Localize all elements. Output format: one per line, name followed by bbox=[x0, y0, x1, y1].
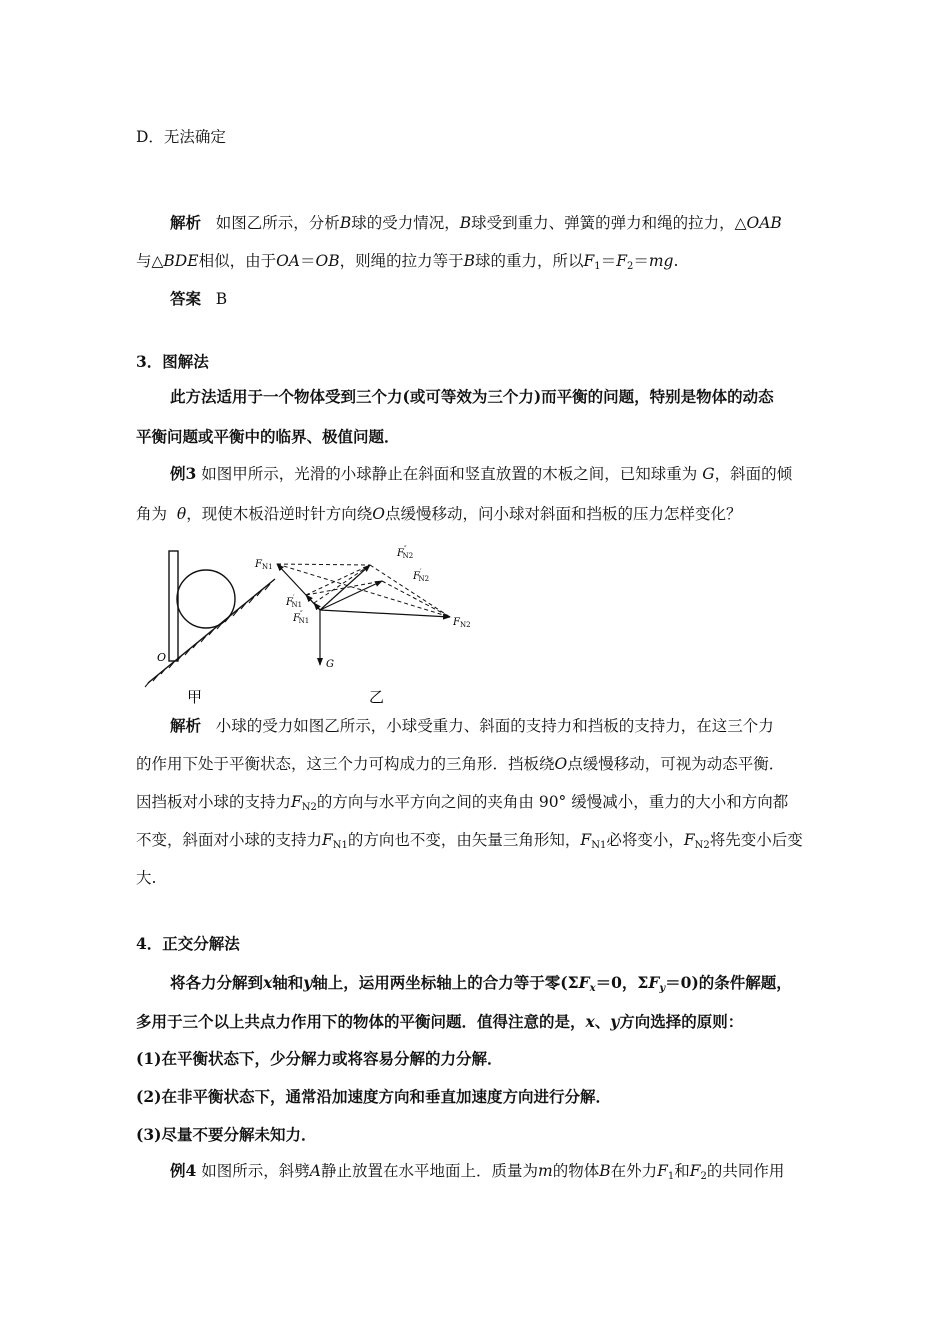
section-3-title: 3．图解法 bbox=[136, 352, 209, 371]
incline-surface bbox=[148, 579, 275, 683]
label-jia: 甲 bbox=[187, 688, 203, 706]
label-g: G bbox=[326, 659, 334, 670]
figure-yi bbox=[254, 545, 471, 706]
label-fn1-dprime: F″ N1 bbox=[293, 610, 310, 625]
analysis-2-line-1: 解析 小球的受力如图乙所示，小球受重力、斜面的支持力和挡板的支持力，在这三个力 bbox=[170, 716, 774, 735]
analysis-2-line-3: 因挡板对小球的支持力$F_{N2}$的方向与水平方向之间的夹角由 90° 缓慢减小，重力的大小和方向都 bbox=[136, 793, 789, 813]
section-4-item-3: (3)尽量不要分解未知力． bbox=[136, 1125, 317, 1144]
example-3-label: 例 bbox=[170, 464, 186, 483]
label-fn2: $F_{N2}$ bbox=[453, 617, 471, 629]
example-3-figure bbox=[140, 545, 480, 710]
fn1-dprime-arrow bbox=[314, 603, 320, 610]
section-3-para-line-2: 平衡问题或平衡中的临界、极值问题． bbox=[136, 427, 400, 446]
figure-jia bbox=[145, 551, 275, 706]
dashed-construction-lines bbox=[277, 564, 450, 617]
label-fn2-prime: F′ N2 bbox=[413, 568, 430, 583]
section-4-item-1: (1)在平衡状态下，少分解力或将容易分解的力分解． bbox=[136, 1049, 503, 1068]
section-4-item-2: (2)在非平衡状态下，通常沿加速度方向和垂直加速度方向进行分解． bbox=[136, 1087, 611, 1106]
pivot-o-label: O bbox=[157, 651, 167, 664]
example-4-label: 例 bbox=[170, 1161, 186, 1180]
analysis-2-line-4: 不变，斜面对小球的支持力$F_{N1}$的方向也不变，由矢量三角形知，$F_{N1}$必将变小，$F_{N2}$将先变小后变 bbox=[136, 831, 803, 851]
section-3-para-line-1: 此方法适用于一个物体受到三个力(或可等效为三个力)而平衡的问题，特别是物体的动态 bbox=[170, 387, 774, 406]
analysis-1-line-2: 与△BDE相似，由于OA＝OB，则绳的拉力等于B球的重力，所以$F_1=F_2=mg$. bbox=[136, 252, 679, 272]
analysis-2-line-5: 大. bbox=[136, 869, 157, 887]
ball bbox=[177, 570, 235, 628]
analysis-2-label: 解析 bbox=[170, 716, 202, 735]
analysis-2-line-2: 的作用下处于平衡状态，这三个力可构成力的三角形．挡板绕O点缓慢移动，可视为动态平衡． bbox=[136, 755, 785, 773]
answer-value: B bbox=[215, 290, 228, 308]
example-4-line-1: 例4 如图所示，斜劈A静止放置在水平地面上．质量为m的物体B在外力$F_1$和$F_2$的共同作用 bbox=[170, 1161, 785, 1182]
answer-label: 答案 bbox=[170, 289, 202, 308]
section-4-para-line-1: 将各力分解到x轴和y轴上，运用两坐标轴上的合力等于零($\Sigma F_x=0$，$\Sigma F_y=0$)的条件解题， bbox=[170, 973, 792, 994]
option-d: D．无法确定 bbox=[136, 128, 226, 146]
analysis-label: 解析 bbox=[170, 213, 202, 232]
section-4-title: 4．正交分解法 bbox=[136, 934, 240, 953]
wooden-board bbox=[169, 551, 178, 661]
incline-hatching bbox=[145, 584, 270, 687]
analysis-1-line-1: 解析 如图乙所示，分析B球的受力情况，B球受到重力、弹簧的弹力和绳的拉力，△OAB bbox=[170, 213, 782, 232]
label-yi: 乙 bbox=[369, 688, 385, 706]
fn2-arrow bbox=[320, 610, 450, 617]
example-3-line-1: 例3 如图甲所示，光滑的小球静止在斜面和竖直放置的木板之间，已知球重为 G，斜面的倾 bbox=[170, 464, 793, 483]
label-fn1: $F_{N1}$ bbox=[255, 559, 273, 571]
answer-line bbox=[170, 288, 227, 310]
label-fn1-prime: F′ N1 bbox=[286, 594, 303, 609]
fn2-dprime-arrow bbox=[320, 565, 370, 610]
example-3-line-2: 角为 θ，现使木板沿逆时针方向绕O点缓慢移动，问小球对斜面和挡板的压力怎样变化？ bbox=[136, 505, 742, 523]
label-fn2-dprime: F″ N2 bbox=[397, 545, 414, 560]
section-4-para-line-2: 多用于三个以上共点力作用下的物体的平衡问题．值得注意的是，x、y方向选择的原则： bbox=[136, 1012, 744, 1031]
fn2-prime-arrow bbox=[320, 581, 382, 610]
